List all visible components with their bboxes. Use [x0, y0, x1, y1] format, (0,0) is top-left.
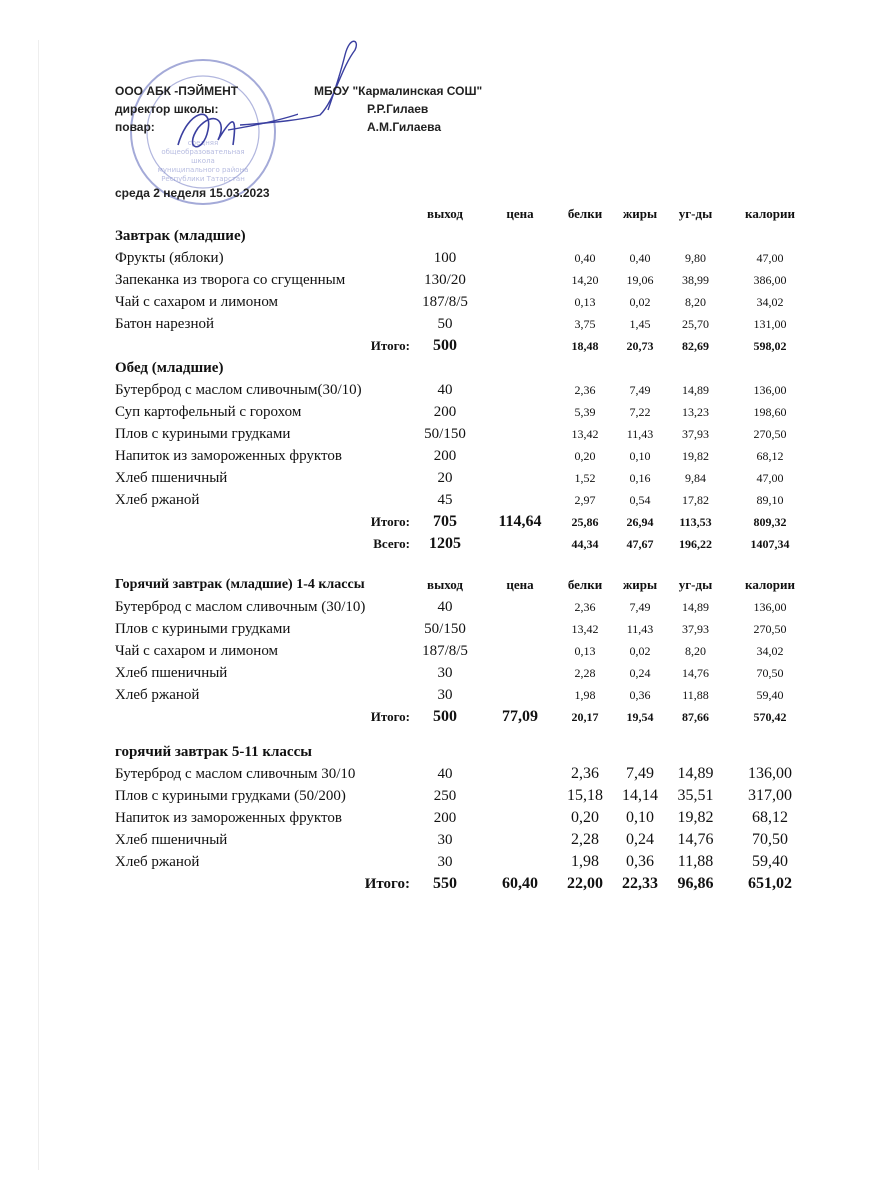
table-row	[115, 379, 815, 401]
total-carbs: 96,86	[677, 875, 714, 892]
table-row	[115, 785, 815, 807]
dish-name: Бутерброд с маслом сливочным 30/10	[115, 765, 356, 782]
totals-row	[115, 873, 815, 895]
cell-protein: 1,98	[571, 853, 599, 870]
cell-calories: 34,02	[756, 294, 784, 309]
dish-name: Чай с сахаром и лимоном	[115, 642, 279, 659]
total-calories: 809,32	[753, 514, 787, 529]
cell-carbs: 9,84	[685, 470, 706, 485]
dish-name: Хлеб ржаной	[115, 491, 200, 508]
scan-edge	[38, 40, 39, 1170]
cell-calories: 89,10	[756, 492, 784, 507]
cell-output: 45	[437, 491, 453, 508]
dish-name: Плов с куриными грудками	[115, 620, 291, 637]
cell-protein: 0,40	[574, 250, 596, 265]
cell-protein: 2,28	[571, 831, 599, 848]
cell-output: 50/150	[424, 620, 466, 637]
cell-protein: 2,97	[574, 492, 596, 507]
total-output: 705	[433, 513, 457, 530]
total-protein: 22,00	[567, 875, 603, 892]
cell-calories: 270,50	[753, 621, 787, 636]
dish-name: Батон нарезной	[115, 315, 215, 332]
total-fat: 20,73	[626, 338, 654, 353]
cell-protein: 2,36	[574, 382, 596, 397]
table-row	[115, 596, 815, 618]
total-calories: 570,42	[753, 709, 787, 724]
cell-carbs: 19,82	[682, 448, 709, 463]
cell-output: 200	[433, 447, 457, 464]
supplier-name: ООО АБК -ПЭЙМЕНТ	[115, 84, 239, 98]
cell-output: 30	[437, 853, 453, 870]
director-label: директор школы:	[115, 102, 219, 116]
cell-fat: 1,45	[629, 316, 651, 331]
total-output: 500	[433, 708, 457, 725]
column-header-row	[115, 203, 815, 225]
cell-carbs: 9,80	[685, 250, 706, 265]
table-row	[115, 313, 815, 335]
totals-label: Итого:	[364, 875, 410, 892]
cell-fat: 7,49	[629, 599, 651, 614]
cell-calories: 317,00	[748, 787, 792, 804]
total-output: 500	[433, 337, 457, 354]
total-protein: 20,17	[571, 709, 599, 724]
cell-carbs: 13,23	[682, 404, 709, 419]
cell-protein: 5,39	[574, 404, 596, 419]
block-title: Обед (младшие)	[115, 359, 224, 376]
cell-fat: 0,40	[629, 250, 651, 265]
cell-calories: 59,40	[752, 853, 788, 870]
block-title: Завтрак (младшие)	[115, 227, 246, 244]
block-title: горячий завтрак 5-11 классы	[115, 743, 312, 760]
cell-carbs: 11,88	[682, 687, 709, 702]
cook-label: повар:	[115, 120, 155, 134]
svg-text:средняя: средняя	[187, 139, 219, 147]
table-row	[115, 851, 815, 873]
table-row	[115, 684, 815, 706]
dish-name: Бутерброд с маслом сливочным (30/10)	[115, 598, 366, 615]
block-title-row	[115, 225, 815, 247]
cell-carbs: 17,82	[682, 492, 709, 507]
cell-calories: 70,50	[752, 831, 788, 848]
table-row	[115, 662, 815, 684]
dish-name: Хлеб пшеничный	[115, 664, 228, 681]
cell-calories: 386,00	[753, 272, 787, 287]
cell-carbs: 37,93	[682, 426, 709, 441]
totals-row	[115, 511, 815, 533]
column-header-calories: калории	[745, 206, 795, 221]
total-output: 550	[433, 875, 457, 892]
dish-name: Плов с куриными грудками (50/200)	[115, 787, 346, 804]
cell-fat: 0,24	[629, 665, 651, 680]
column-header-carbs: уг-ды	[678, 206, 713, 221]
dish-name: Суп картофельный с горохом	[115, 403, 302, 420]
table-row	[115, 269, 815, 291]
dish-name: Плов с куриными грудками	[115, 425, 291, 442]
cell-fat: 0,36	[626, 853, 654, 870]
school-name: МБОУ "Кармалинская СОШ"	[314, 84, 483, 98]
cell-fat: 11,43	[626, 426, 654, 441]
cell-output: 200	[433, 809, 457, 826]
cell-protein: 13,42	[571, 426, 599, 441]
section-title: Горячий завтрак (младшие) 1-4 классы	[115, 577, 365, 592]
cell-protein: 2,28	[574, 665, 596, 680]
total-carbs: 113,53	[679, 514, 712, 529]
total-carbs: 82,69	[682, 338, 709, 353]
director-signature	[240, 30, 370, 130]
cell-calories: 68,12	[756, 448, 784, 463]
cell-fat: 0,16	[629, 470, 651, 485]
column-header-protein: белки	[567, 577, 603, 592]
table-row	[115, 291, 815, 313]
column-header-fat: жиры	[622, 577, 658, 592]
cell-output: 30	[437, 686, 453, 703]
table-row	[115, 423, 815, 445]
menu-section-hot-breakfast-5-11	[115, 741, 815, 895]
block-title-row	[115, 741, 815, 763]
column-header-carbs: уг-ды	[678, 577, 713, 592]
cell-calories: 47,00	[756, 250, 784, 265]
cell-carbs: 25,70	[682, 316, 709, 331]
svg-text:общеобразовательная: общеобразовательная	[161, 148, 245, 156]
dish-name: Напиток из замороженных фруктов	[115, 447, 342, 464]
column-header-price: цена	[506, 577, 534, 592]
cell-protein: 15,18	[567, 787, 603, 804]
cell-fat: 0,02	[629, 643, 651, 658]
cell-calories: 68,12	[752, 809, 788, 826]
column-header-row	[115, 574, 815, 596]
cell-calories: 131,00	[753, 316, 787, 331]
dish-name: Фрукты (яблоки)	[115, 249, 224, 266]
cell-protein: 0,20	[574, 448, 596, 463]
cell-fat: 7,22	[629, 404, 651, 419]
total-protein: 44,34	[571, 536, 599, 551]
column-header-price: цена	[506, 206, 534, 221]
total-carbs: 196,22	[679, 536, 712, 551]
totals-label: Итого:	[370, 709, 410, 724]
dish-name: Хлеб пшеничный	[115, 469, 228, 486]
totals-label: Итого:	[370, 514, 410, 529]
cell-output: 40	[437, 765, 453, 782]
cell-fat: 0,02	[629, 294, 651, 309]
totals-label: Итого:	[370, 338, 410, 353]
cell-output: 50/150	[424, 425, 466, 442]
cell-calories: 270,50	[753, 426, 787, 441]
cell-carbs: 8,20	[685, 643, 706, 658]
cell-fat: 0,10	[626, 809, 654, 826]
cell-carbs: 35,51	[677, 787, 714, 804]
total-output: 1205	[429, 535, 461, 552]
cook-name: А.М.Гилаева	[367, 120, 442, 134]
dish-name: Напиток из замороженных фруктов	[115, 809, 342, 826]
total-calories: 598,02	[753, 338, 787, 353]
cell-calories: 70,50	[756, 665, 784, 680]
cell-calories: 136,00	[753, 382, 787, 397]
cell-output: 50	[437, 315, 453, 332]
dish-name: Запеканка из творога со сгущенным	[115, 271, 346, 288]
table-row	[115, 489, 815, 511]
cell-calories: 34,02	[756, 643, 784, 658]
total-calories: 1407,34	[750, 536, 790, 551]
dish-name: Бутерброд с маслом сливочным(30/10)	[115, 381, 362, 398]
totals-label: Всего:	[373, 536, 410, 551]
dish-name: Хлеб пшеничный	[115, 831, 228, 848]
totals-row	[115, 706, 815, 728]
cell-protein: 3,75	[574, 316, 596, 331]
cell-fat: 0,10	[629, 448, 651, 463]
table-row	[115, 247, 815, 269]
cell-carbs: 8,20	[685, 294, 706, 309]
cell-carbs: 14,89	[682, 599, 709, 614]
cell-output: 30	[437, 831, 453, 848]
cell-fat: 19,06	[626, 272, 654, 287]
total-carbs: 87,66	[682, 709, 709, 724]
menu-section-breakfast-lunch	[115, 203, 815, 555]
totals-row	[115, 533, 815, 555]
cell-protein: 1,98	[574, 687, 596, 702]
cell-fat: 11,43	[626, 621, 654, 636]
cell-protein: 1,52	[574, 470, 596, 485]
cell-calories: 198,60	[753, 404, 787, 419]
cell-output: 130/20	[424, 271, 466, 288]
cell-calories: 136,00	[753, 599, 787, 614]
total-fat: 26,94	[626, 514, 654, 529]
cell-carbs: 11,88	[677, 853, 714, 870]
cell-output: 20	[437, 469, 453, 486]
cell-fat: 7,49	[626, 765, 654, 782]
cell-output: 40	[437, 381, 453, 398]
cell-carbs: 14,89	[677, 765, 714, 782]
svg-text:Республики Татарстан: Республики Татарстан	[161, 175, 245, 183]
date-line: среда 2 неделя 15.03.2023	[115, 186, 270, 200]
cell-output: 200	[433, 403, 457, 420]
dish-name: Хлеб ржаной	[115, 853, 200, 870]
cell-protein: 2,36	[571, 765, 599, 782]
table-row	[115, 640, 815, 662]
cell-fat: 0,24	[626, 831, 654, 848]
cell-fat: 7,49	[629, 382, 651, 397]
cell-calories: 136,00	[748, 765, 792, 782]
cell-output: 250	[433, 787, 457, 804]
column-header-output: выход	[427, 206, 463, 221]
table-row	[115, 763, 815, 785]
cell-carbs: 14,89	[682, 382, 709, 397]
total-calories: 651,02	[748, 875, 792, 892]
table-row	[115, 467, 815, 489]
cell-fat: 0,54	[629, 492, 651, 507]
total-price: 77,09	[502, 708, 538, 725]
total-fat: 22,33	[622, 875, 658, 892]
table-row	[115, 829, 815, 851]
cell-output: 187/8/5	[422, 293, 468, 310]
cell-fat: 14,14	[622, 787, 658, 804]
menu-section-hot-breakfast-1-4	[115, 574, 815, 728]
dish-name: Хлеб ржаной	[115, 686, 200, 703]
total-fat: 19,54	[626, 709, 654, 724]
cell-carbs: 14,76	[682, 665, 709, 680]
cell-output: 100	[433, 249, 457, 266]
cell-calories: 47,00	[756, 470, 784, 485]
table-row	[115, 401, 815, 423]
total-price: 60,40	[502, 875, 538, 892]
total-protein: 25,86	[571, 514, 599, 529]
cell-carbs: 38,99	[682, 272, 709, 287]
svg-text:муниципального района: муниципального района	[157, 166, 249, 174]
block-title-row	[115, 357, 815, 379]
cell-protein: 0,13	[574, 643, 596, 658]
dish-name: Чай с сахаром и лимоном	[115, 293, 279, 310]
cell-fat: 0,36	[629, 687, 651, 702]
cell-calories: 59,40	[756, 687, 784, 702]
cell-carbs: 37,93	[682, 621, 709, 636]
cell-protein: 2,36	[574, 599, 596, 614]
total-protein: 18,48	[571, 338, 599, 353]
cell-output: 187/8/5	[422, 642, 468, 659]
column-header-fat: жиры	[622, 206, 658, 221]
totals-row	[115, 335, 815, 357]
cell-output: 40	[437, 598, 453, 615]
cell-carbs: 19,82	[677, 809, 714, 826]
total-fat: 47,67	[626, 536, 654, 551]
table-row	[115, 445, 815, 467]
cell-carbs: 14,76	[677, 831, 714, 848]
cell-protein: 0,13	[574, 294, 596, 309]
svg-text:школа: школа	[191, 157, 215, 165]
table-row	[115, 807, 815, 829]
table-row	[115, 618, 815, 640]
column-header-calories: калории	[745, 577, 795, 592]
column-header-protein: белки	[567, 206, 603, 221]
cell-output: 30	[437, 664, 453, 681]
director-name: Р.Р.Гилаев	[367, 102, 429, 116]
total-price: 114,64	[498, 513, 542, 530]
column-header-output: выход	[427, 577, 463, 592]
cell-protein: 0,20	[571, 809, 599, 826]
cell-protein: 13,42	[571, 621, 599, 636]
cell-protein: 14,20	[571, 272, 599, 287]
